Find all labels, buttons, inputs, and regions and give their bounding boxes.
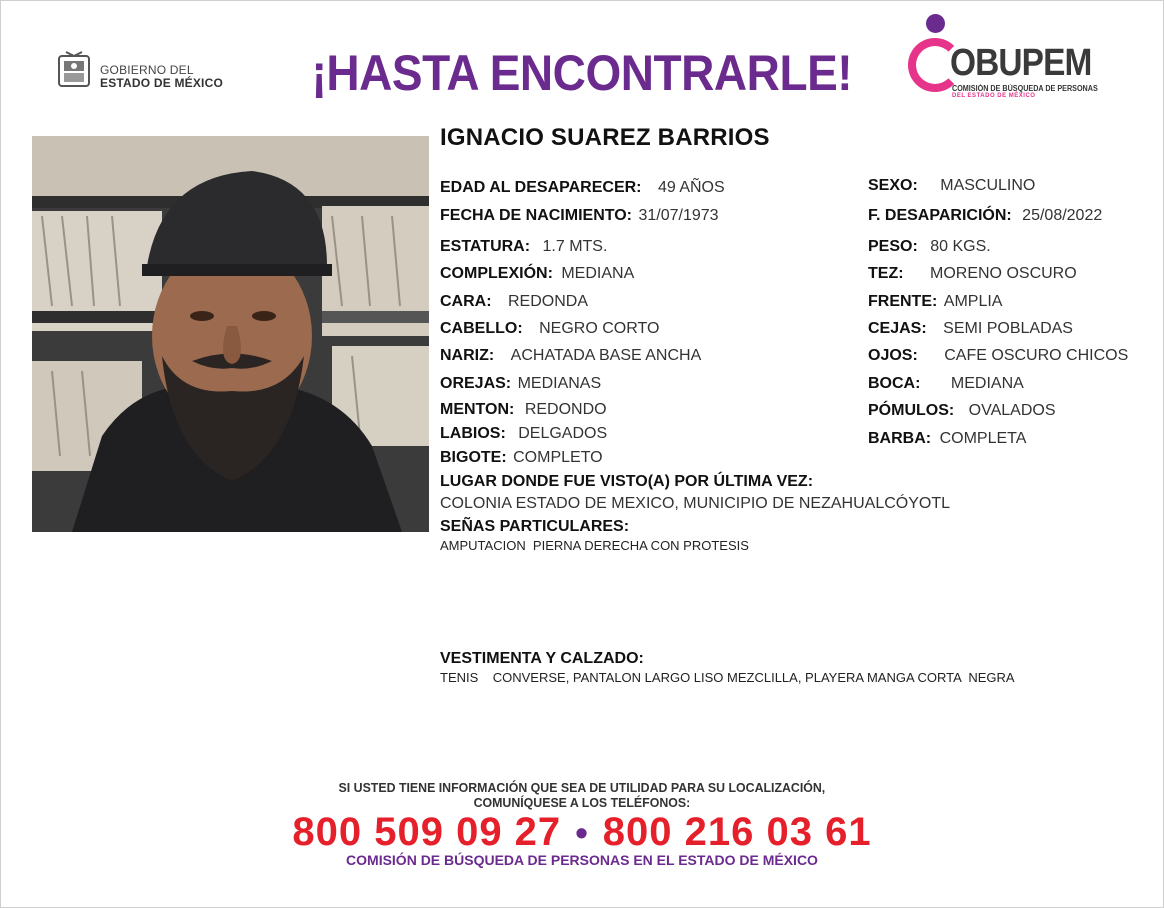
field-label: OREJAS:	[440, 375, 512, 392]
field-ears	[440, 375, 601, 393]
marks-label: SEÑAS PARTICULARES:	[440, 518, 630, 535]
last-seen-label: LUGAR DONDE FUE VISTO(A) POR ÚLTIMA VEZ:	[440, 473, 814, 490]
field-label: ESTATURA:	[440, 238, 531, 255]
gov-logo-line1: GOBIERNO DEL	[100, 63, 194, 77]
field-value: 49 AÑOS	[657, 179, 725, 196]
field-lips	[440, 425, 607, 443]
field-value: MEDIANA	[950, 375, 1024, 392]
field-value: 25/08/2022	[1022, 207, 1103, 224]
field-label: SEXO:	[868, 177, 918, 194]
field-label: CEJAS:	[868, 320, 927, 337]
field-height	[440, 238, 607, 256]
field-value: CAFE OSCURO CHICOS	[944, 347, 1129, 364]
agency-logo-subtitle: COMISIÓN DE BÚSQUEDA DE PERSONAS	[952, 84, 1098, 93]
field-hair	[440, 320, 659, 338]
field-value: AMPLIA	[943, 293, 1003, 310]
last-seen-value: COLONIA ESTADO DE MEXICO, MUNICIPIO DE NEZAHUALCÓYOTL	[440, 495, 951, 512]
field-value: 1.7 MTS.	[542, 238, 608, 255]
field-value: ACHATADA BASE ANCHA	[510, 347, 702, 364]
field-value: 31/07/1973	[638, 207, 719, 224]
gov-logo-line2: ESTADO DE MÉXICO	[100, 76, 223, 90]
agency-logo-word: OBUPEM	[950, 42, 1092, 84]
field-eyes	[868, 347, 1128, 365]
clothing-value: TENIS CONVERSE, PANTALON LARGO LISO MEZCLILLA, PLAYERA MANGA CORTA NEGRA	[440, 670, 1015, 685]
field-value: OVALADOS	[968, 402, 1056, 419]
field-beard	[868, 430, 1026, 448]
field-label: BOCA:	[868, 375, 921, 392]
field-label: CABELLO:	[440, 320, 523, 337]
field-mustache	[440, 449, 603, 467]
field-face	[440, 293, 588, 311]
phone-number-1[interactable]: 800 509 09 27	[292, 810, 562, 854]
field-label: BIGOTE:	[440, 449, 507, 466]
agency-logo-subtitle-2: DEL ESTADO DE MÉXICO	[952, 93, 1036, 99]
marks-value: AMPUTACION PIERNA DERECHA CON PROTESIS	[440, 538, 749, 553]
phone-separator-icon: •	[575, 812, 589, 853]
field-label: OJOS:	[868, 347, 918, 364]
person-photo-illustration	[32, 136, 429, 532]
field-value: MASCULINO	[940, 177, 1036, 194]
field-label: LABIOS:	[440, 425, 506, 442]
field-label: F. DESAPARICIÓN:	[868, 207, 1012, 224]
field-label: PESO:	[868, 238, 918, 255]
contact-info-line1: SI USTED TIENE INFORMACIÓN QUE SEA DE UTILIDAD PARA SU LOCALIZACIÓN,	[338, 780, 826, 795]
field-label: FRENTE:	[868, 293, 938, 310]
agency-logo	[904, 12, 1104, 102]
field-eyebrows	[868, 320, 1073, 338]
clothing-label: VESTIMENTA Y CALZADO:	[440, 650, 644, 667]
field-build	[440, 265, 634, 283]
field-label: MENTON:	[440, 401, 515, 418]
field-value: NEGRO CORTO	[539, 320, 660, 337]
field-label: CARA:	[440, 293, 492, 310]
field-value: COMPLETA	[939, 430, 1027, 447]
field-label: EDAD AL DESAPARECER:	[440, 179, 642, 196]
field-birthdate	[440, 207, 719, 225]
field-label: NARIZ:	[440, 347, 495, 364]
field-mouth	[868, 375, 1024, 393]
field-nose	[440, 347, 701, 365]
field-cheekbones	[868, 402, 1056, 420]
field-value: COMPLETO	[513, 449, 603, 466]
field-label: BARBA:	[868, 430, 932, 447]
field-value: SEMI POBLADAS	[943, 320, 1073, 337]
phone-numbers	[0, 810, 1164, 855]
field-chin	[440, 401, 607, 419]
field-label: TEZ:	[868, 265, 904, 282]
field-value: MEDIANA	[561, 265, 635, 282]
field-value: MORENO OSCURO	[930, 265, 1077, 282]
field-sex	[868, 177, 1035, 195]
commission-name: COMISIÓN DE BÚSQUEDA DE PERSONAS EN EL ESTADO DE MÉXICO	[346, 852, 818, 868]
field-label: COMPLEXIÓN:	[440, 265, 553, 282]
phone-number-2[interactable]: 800 216 03 61	[602, 810, 872, 854]
field-label: FECHA DE NACIMIENTO:	[440, 207, 632, 224]
field-value: REDONDA	[508, 293, 589, 310]
logo-dot-icon	[926, 14, 945, 33]
field-value: 80 KGS.	[930, 238, 991, 255]
person-photo	[32, 136, 429, 532]
field-label: PÓMULOS:	[868, 402, 955, 419]
contact-info-line2: COMUNÍQUESE A LOS TELÉFONOS:	[473, 795, 691, 810]
field-complexion	[868, 265, 1077, 283]
field-value: MEDIANAS	[517, 375, 602, 392]
field-disappearance-date	[868, 207, 1102, 225]
field-forehead	[868, 293, 1002, 311]
person-name: IGNACIO SUAREZ BARRIOS	[440, 124, 770, 151]
field-value: REDONDO	[524, 401, 607, 418]
field-weight	[868, 238, 991, 256]
field-age	[440, 179, 725, 197]
headline: ¡HASTA ENCONTRARLE!	[311, 45, 853, 101]
field-value: DELGADOS	[518, 425, 608, 442]
